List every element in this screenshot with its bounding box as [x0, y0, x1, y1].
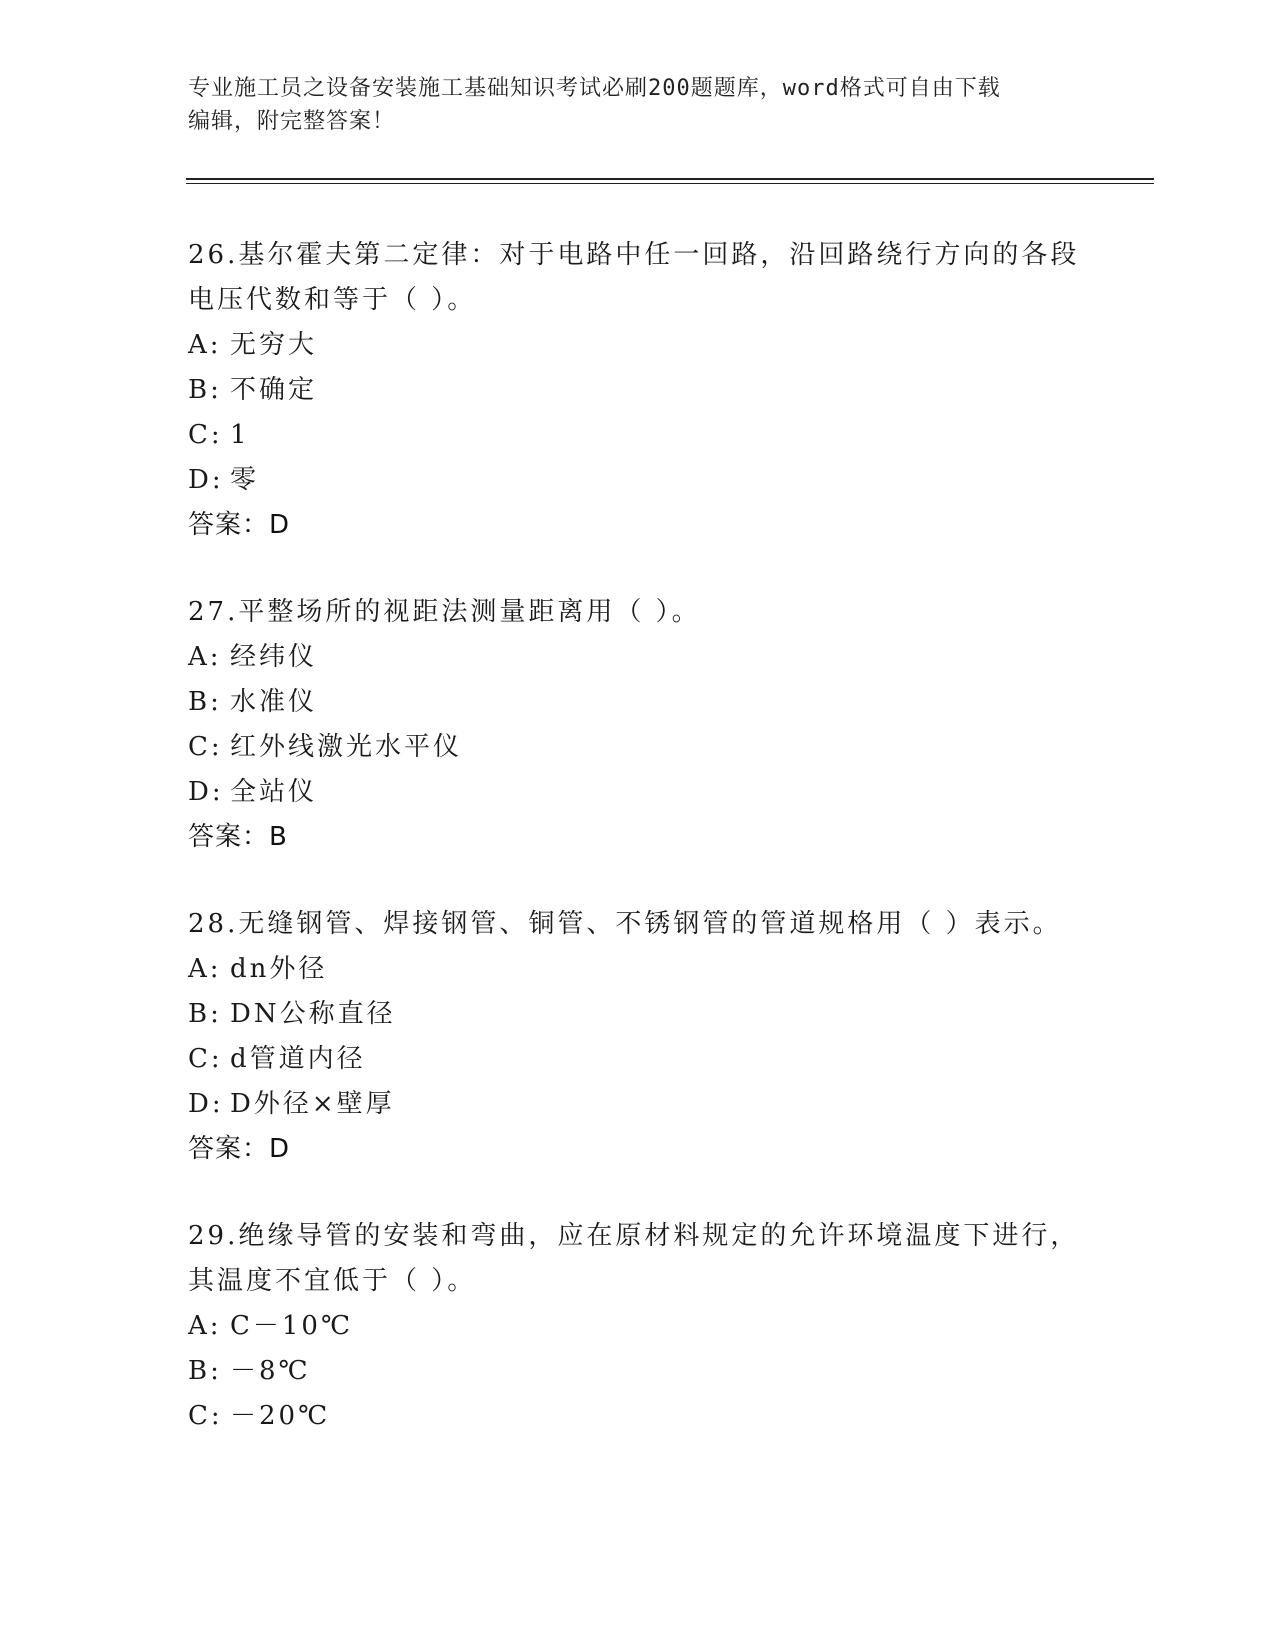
- option-a: [188, 1304, 1088, 1349]
- option-c: [188, 1037, 1088, 1082]
- option-letter: A:: [188, 642, 222, 672]
- option-letter: A:: [188, 1311, 222, 1341]
- option-letter: B:: [188, 687, 222, 717]
- option-d: [188, 1082, 1088, 1127]
- option-b: [188, 368, 1088, 413]
- header-divider-thin: [186, 183, 1154, 184]
- answer-line: 答案：D: [188, 510, 291, 540]
- option-b: [188, 680, 1088, 725]
- option-text: d管道内径: [230, 1044, 366, 1074]
- question-text-continued: 其温度不宜低于（ ）。: [188, 1266, 477, 1296]
- question-26: [188, 233, 1088, 548]
- option-b: [188, 1349, 1088, 1394]
- option-a: [188, 635, 1088, 680]
- option-text: 零: [230, 465, 260, 495]
- option-text: DN公称直径: [230, 999, 396, 1029]
- option-b: [188, 992, 1088, 1037]
- option-letter: D:: [188, 1089, 224, 1119]
- option-text: 红外线激光水平仪: [230, 732, 463, 762]
- question-27: [188, 590, 1088, 860]
- option-text: 水准仪: [230, 687, 318, 717]
- option-text: 不确定: [230, 375, 318, 405]
- question-text-continued: 电压代数和等于（ ）。: [188, 285, 477, 315]
- option-letter: A:: [188, 330, 222, 360]
- document-header: [188, 72, 1088, 138]
- option-letter: B:: [188, 1356, 222, 1386]
- option-letter: C:: [188, 420, 223, 450]
- option-letter: D:: [188, 777, 224, 807]
- option-text: －20℃: [230, 1401, 331, 1431]
- option-c: [188, 725, 1088, 770]
- option-letter: C:: [188, 1401, 223, 1431]
- option-letter: A:: [188, 954, 222, 984]
- header-line-2: 编辑，附完整答案！: [188, 109, 396, 134]
- question-text: 27.平整场所的视距法测量距离用（ ）。: [188, 597, 701, 627]
- option-d: [188, 770, 1088, 815]
- option-text: 1: [230, 420, 250, 450]
- option-letter: D:: [188, 465, 224, 495]
- question-list: [188, 233, 1088, 1481]
- option-text: C－10℃: [230, 1311, 354, 1341]
- header-line-1: 专业施工员之设备安装施工基础知识考试必刷200题题库，word格式可自由下载: [188, 76, 1001, 101]
- option-c: [188, 413, 1088, 458]
- option-text: 全站仪: [230, 777, 318, 807]
- question-text: 26.基尔霍夫第二定律：对于电路中任一回路，沿回路绕行方向的各段: [188, 240, 1080, 270]
- question-text: 29.绝缘导管的安装和弯曲，应在原材料规定的允许环境温度下进行，: [188, 1221, 1080, 1251]
- option-text: dn外径: [230, 954, 328, 984]
- answer-line: 答案：B: [188, 822, 288, 852]
- option-text: －8℃: [230, 1356, 311, 1386]
- option-d: [188, 458, 1088, 503]
- option-text: 经纬仪: [230, 642, 318, 672]
- question-text: 28.无缝钢管、焊接钢管、铜管、不锈钢管的管道规格用（ ）表示。: [188, 909, 1062, 939]
- header-divider: [186, 178, 1154, 180]
- option-letter: B:: [188, 999, 222, 1029]
- option-letter: C:: [188, 732, 223, 762]
- option-letter: C:: [188, 1044, 223, 1074]
- option-text: D外径×壁厚: [230, 1089, 395, 1119]
- option-a: [188, 323, 1088, 368]
- answer-line: 答案：D: [188, 1134, 291, 1164]
- option-letter: B:: [188, 375, 222, 405]
- question-29: [188, 1214, 1088, 1439]
- option-c: [188, 1394, 1088, 1439]
- option-a: [188, 947, 1088, 992]
- question-28: [188, 902, 1088, 1172]
- option-text: 无穷大: [230, 330, 318, 360]
